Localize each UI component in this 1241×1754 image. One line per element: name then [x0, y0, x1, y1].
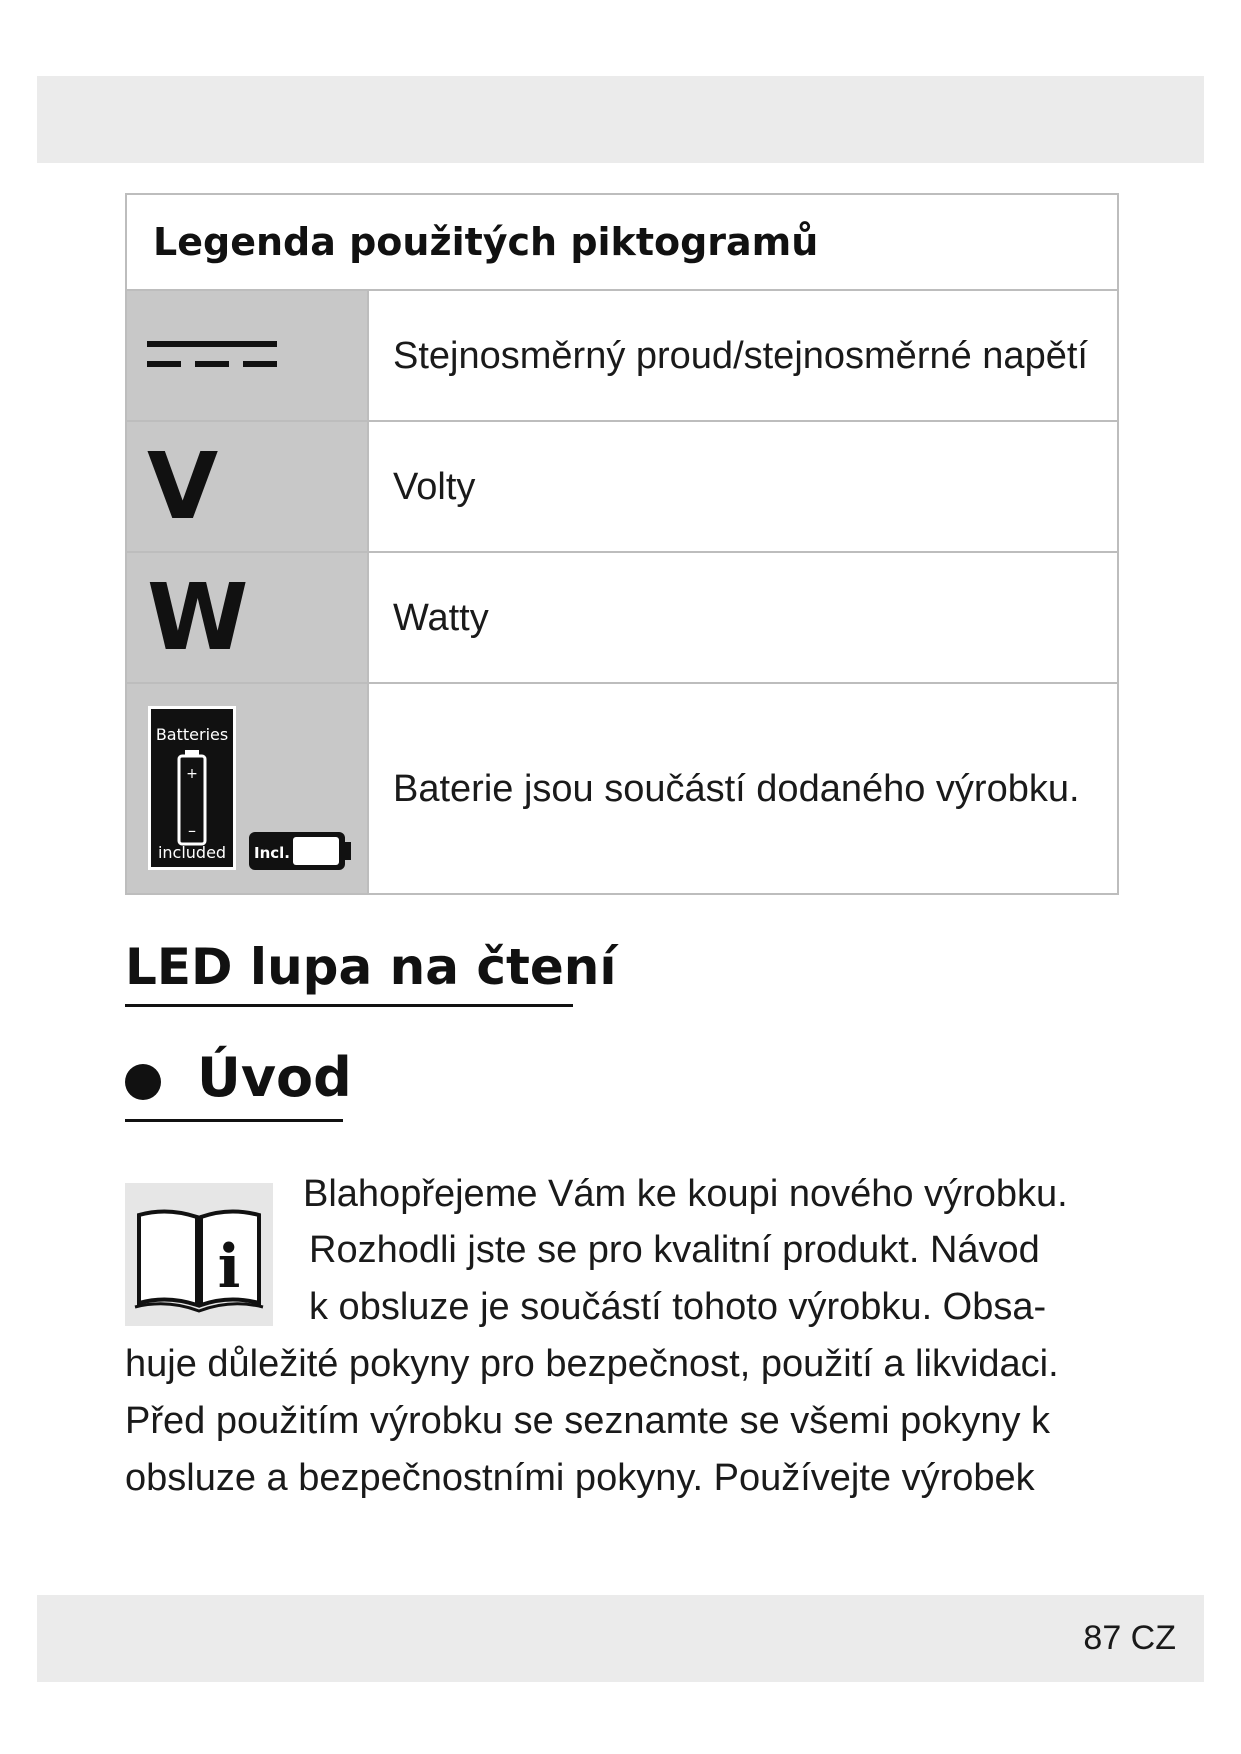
- legend-text-watt: Watty: [393, 596, 489, 639]
- page-number: 87 CZ: [1083, 1619, 1176, 1657]
- legend-text-batteries: Baterie jsou součástí dodaného výrobku.: [393, 767, 1080, 810]
- svg-text:+: +: [186, 766, 198, 782]
- bullet-icon: [125, 1064, 161, 1100]
- body-text-line: huje důležité pokyny pro bezpečnost, použití a likvidaci.: [125, 1343, 1059, 1385]
- batteries-badge-bottom: included: [157, 843, 227, 862]
- legend-text-volt: Volty: [393, 465, 476, 508]
- volt-symbol: V: [147, 432, 219, 540]
- header-band: [37, 76, 1204, 163]
- body-text-line: k obsluze je součástí tohoto výrobku. Obsa-: [309, 1286, 1047, 1328]
- svg-text:–: –: [188, 821, 196, 840]
- body-text-line: Rozhodli jste se pro kvalitní produkt. Návod: [309, 1229, 1040, 1271]
- watt-icon: [127, 553, 369, 682]
- direct-current-icon: [127, 291, 369, 420]
- volt-icon: [127, 422, 369, 551]
- pictogram-legend-table: [125, 193, 1119, 895]
- footer-band: [37, 1595, 1204, 1682]
- subsection-heading-label: Úvod: [197, 1046, 352, 1109]
- body-text-line: Před použitím výrobku se seznamte se všemi pokyny k: [125, 1400, 1051, 1442]
- incl-label: Incl.: [254, 844, 290, 862]
- legend-row-batteries: [127, 684, 1117, 893]
- info-book-icon: [125, 1183, 273, 1326]
- legend-row-volt: [127, 422, 1117, 553]
- batteries-badge-top: Batteries: [155, 725, 229, 744]
- watt-symbol: W: [147, 563, 249, 671]
- svg-text:i: i: [217, 1232, 241, 1302]
- subsection-heading: [125, 1046, 352, 1122]
- legend-row-watt: [127, 553, 1117, 684]
- body-text-line: obsluze a bezpečnostními pokyny. Používejte výrobek: [125, 1457, 1035, 1499]
- section-heading: LED lupa na čtení: [125, 938, 573, 1007]
- body-text-line: Blahopřejeme Vám ke koupi nového výrobku.: [303, 1173, 1068, 1215]
- legend-text-direct-current: Stejnosměrný proud/stejnosměrné napětí: [393, 334, 1088, 377]
- legend-title: Legenda použitých piktogramů: [127, 195, 1117, 291]
- batteries-included-icon: [127, 684, 369, 893]
- legend-row-direct-current: [127, 291, 1117, 422]
